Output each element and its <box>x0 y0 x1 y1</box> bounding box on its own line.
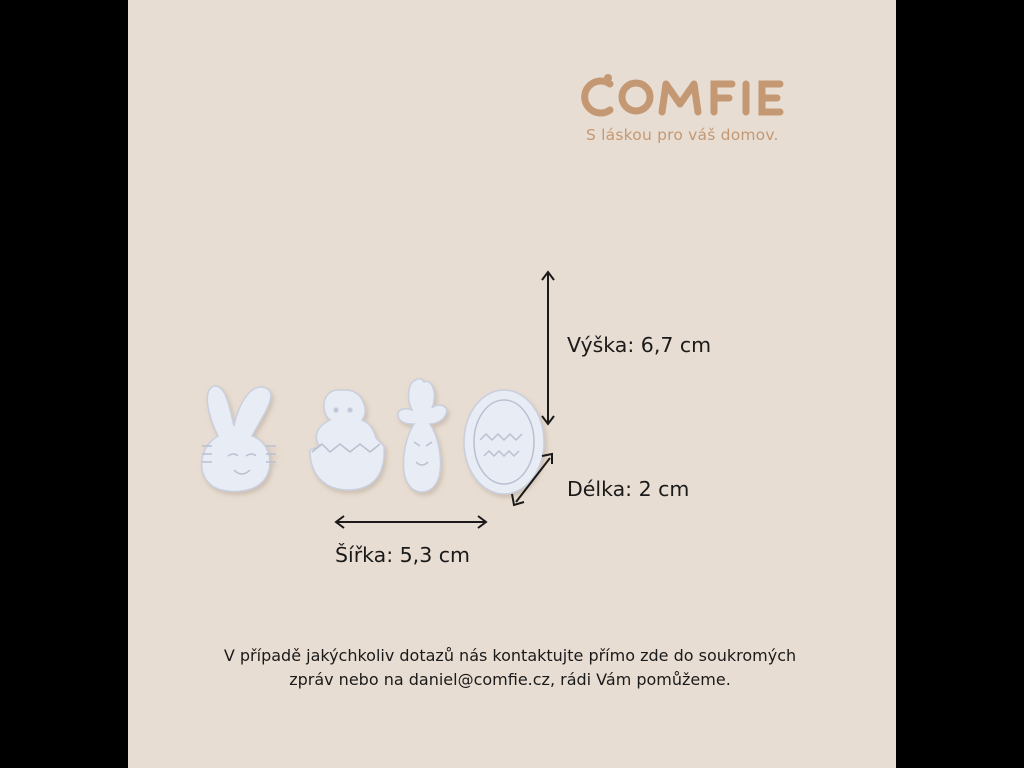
contact-text: V případě jakýchkoliv dotazů nás kontaktujte přímo zde do soukromých zpráv nebo na daniel@comfie.cz, rádi Vám pomůžeme. <box>223 646 797 689</box>
carrot-cutter-icon <box>398 379 447 492</box>
comfie-logo <box>584 72 806 120</box>
length-label: Délka: 2 cm <box>567 477 690 501</box>
bunny-cutter-icon <box>202 386 276 492</box>
height-label: Výška: 6,7 cm <box>567 333 712 357</box>
width-arrow <box>332 512 492 532</box>
brand-tagline: S láskou pro váš domov. <box>586 126 779 144</box>
length-arrow <box>508 450 558 510</box>
cookie-cutters <box>190 376 550 506</box>
width-label: Šířka: 5,3 cm <box>335 543 470 567</box>
chick-cutter-icon <box>310 390 384 490</box>
height-arrow <box>538 268 558 428</box>
